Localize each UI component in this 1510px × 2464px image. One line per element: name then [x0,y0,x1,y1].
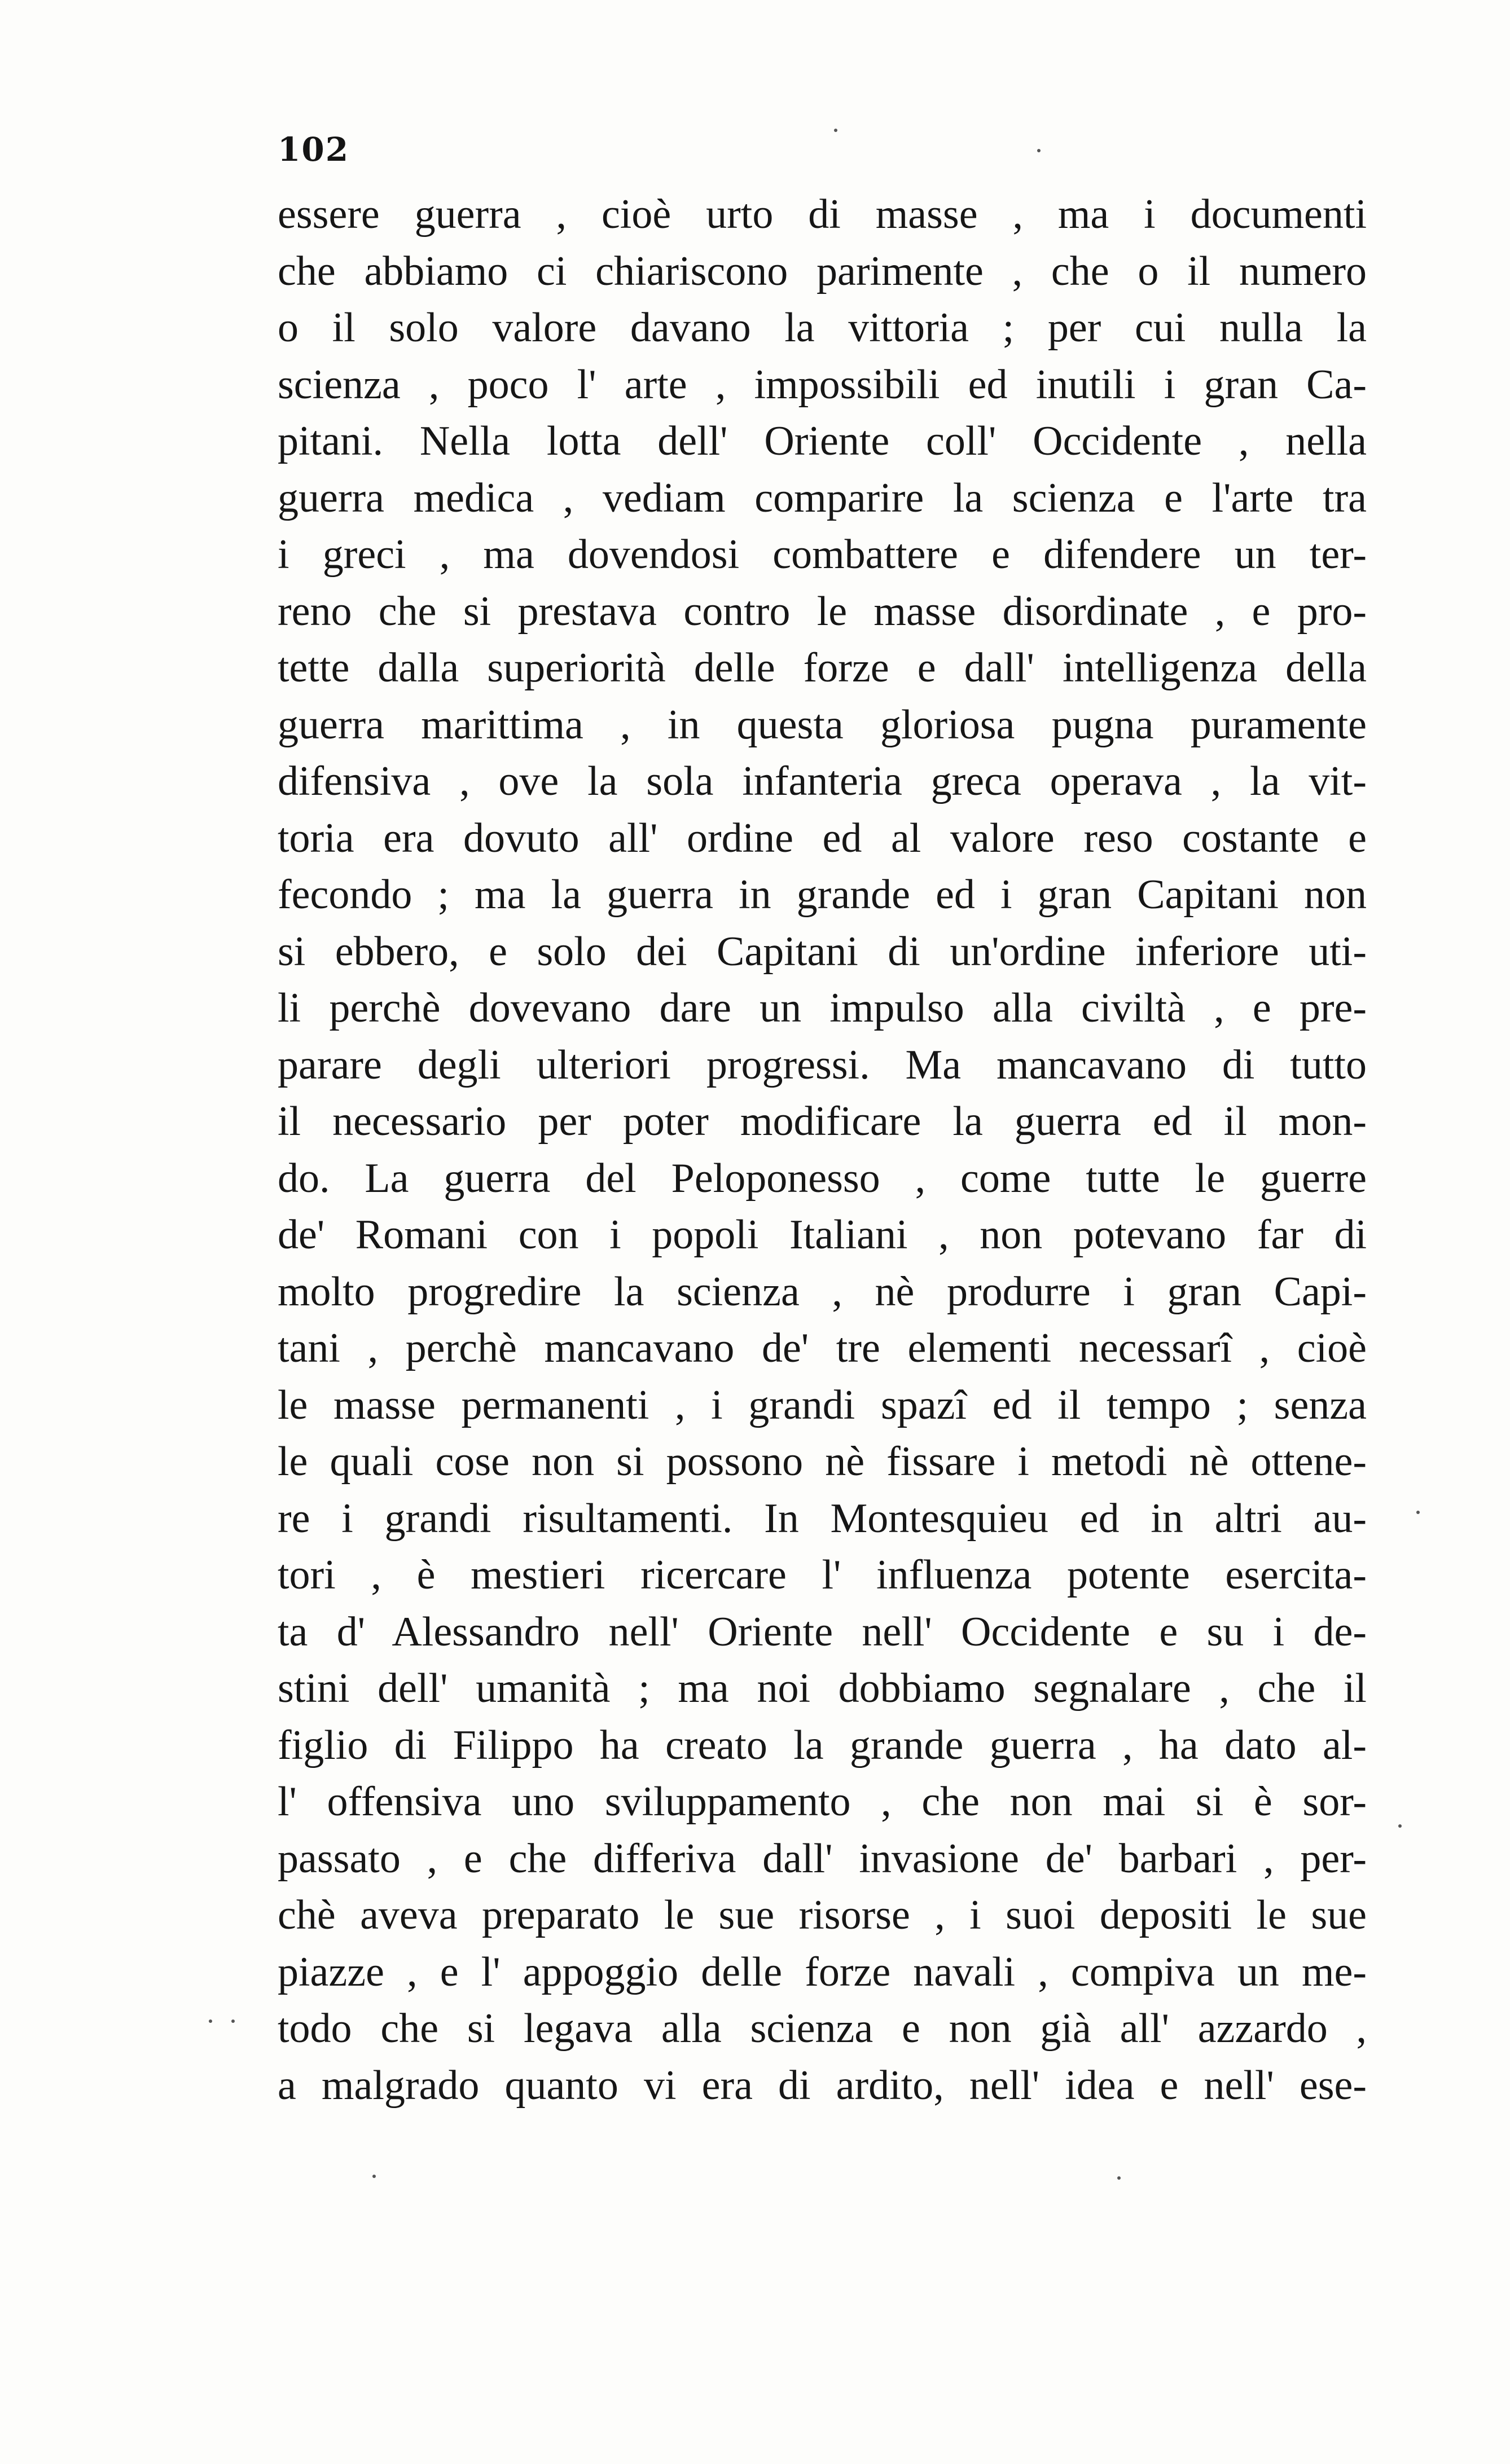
text-line: tani , perchè mancavano de' tre elementi necessarî , cioè [278,1325,1367,1371]
text-line: essere guerra , cioè urto di masse , ma i documenti [278,191,1367,237]
text-line: figlio di Filippo ha creato la grande guerra , ha dato al- [278,1722,1367,1768]
scan-speck [1398,1824,1402,1828]
text-line: il necessario per poter modificare la guerra ed il mon- [278,1098,1367,1145]
text-line: tori , è mestieri ricercare l' influenza potente esercita- [278,1552,1367,1598]
text-line: todo che si legava alla scienza e non già all' azzardo , [278,2005,1367,2052]
text-line: guerra medica , vediam comparire la scienza e l'arte tra [278,474,1367,521]
scan-speck [1117,2176,1121,2180]
text-line: pitani. Nella lotta dell' Oriente coll' Occidente , nella [278,418,1367,464]
body-text [278,186,1367,2114]
scan-speck [834,129,837,132]
scan-speck [231,2019,235,2023]
text-line: li perchè dovevano dare un impulso alla civiltà , e pre- [278,985,1367,1031]
text-line: ta d' Alessandro nell' Oriente nell' Occidente e su i de- [278,1608,1367,1655]
text-line: stini dell' umanità ; ma noi dobbiamo segnalare , che il [278,1665,1367,1711]
text-line: le quali cose non si possono nè fissare i metodi nè ottene- [278,1438,1367,1485]
scan-speck [209,2019,212,2023]
text-line: che abbiamo ci chiariscono parimente , che o il numero [278,248,1367,294]
text-line: passato , e che differiva dall' invasione de' barbari , per- [278,1835,1367,1882]
text-line: piazze , e l' appoggio delle forze navali , compiva un me- [278,1948,1367,1995]
text-line: reno che si prestava contro le masse disordinate , e pro- [278,588,1367,635]
text-line: chè aveva preparato le sue risorse , i suoi depositi le sue [278,1892,1367,1938]
scan-speck [1416,1511,1420,1514]
text-line: a malgrado quanto vi era di ardito, nell' idea e nell' ese- [278,2062,1367,2109]
text-line: guerra marittima , in questa gloriosa pugna puramente [278,701,1367,748]
text-line: le masse permanenti , i grandi spazî ed il tempo ; senza [278,1381,1367,1428]
text-line: difensiva , ove la sola infanteria greca operava , la vit- [278,758,1367,804]
text-line: molto progredire la scienza , nè produrre i gran Capi- [278,1268,1367,1315]
text-line: re i grandi risultamenti. In Montesquieu ed in altri au- [278,1495,1367,1542]
text-line: si ebbero, e solo dei Capitani di un'ordine inferiore uti- [278,928,1367,975]
text-line: fecondo ; ma la guerra in grande ed i gran Capitani non [278,872,1367,918]
text-line: toria era dovuto all' ordine ed al valore reso costante e [278,815,1367,861]
scan-speck [372,2175,376,2178]
text-line: l' offensiva uno sviluppamento , che non mai si è sor- [278,1779,1367,1825]
page-number: 102 [278,130,350,169]
text-line: i greci , ma dovendosi combattere e difendere un ter- [278,531,1367,578]
text-line: o il solo valore davano la vittoria ; per cui nulla la [278,305,1367,351]
text-line: do. La guerra del Peloponesso , come tutte le guerre [278,1155,1367,1202]
scan-speck [1037,149,1041,152]
text-line: scienza , poco l' arte , impossibili ed inutili i gran Ca- [278,361,1367,408]
text-line: de' Romani con i popoli Italiani , non potevano far di [278,1212,1367,1258]
text-line: tette dalla superiorità delle forze e dall' intelligenza della [278,645,1367,691]
text-line: parare degli ulteriori progressi. Ma mancavano di tutto [278,1041,1367,1088]
